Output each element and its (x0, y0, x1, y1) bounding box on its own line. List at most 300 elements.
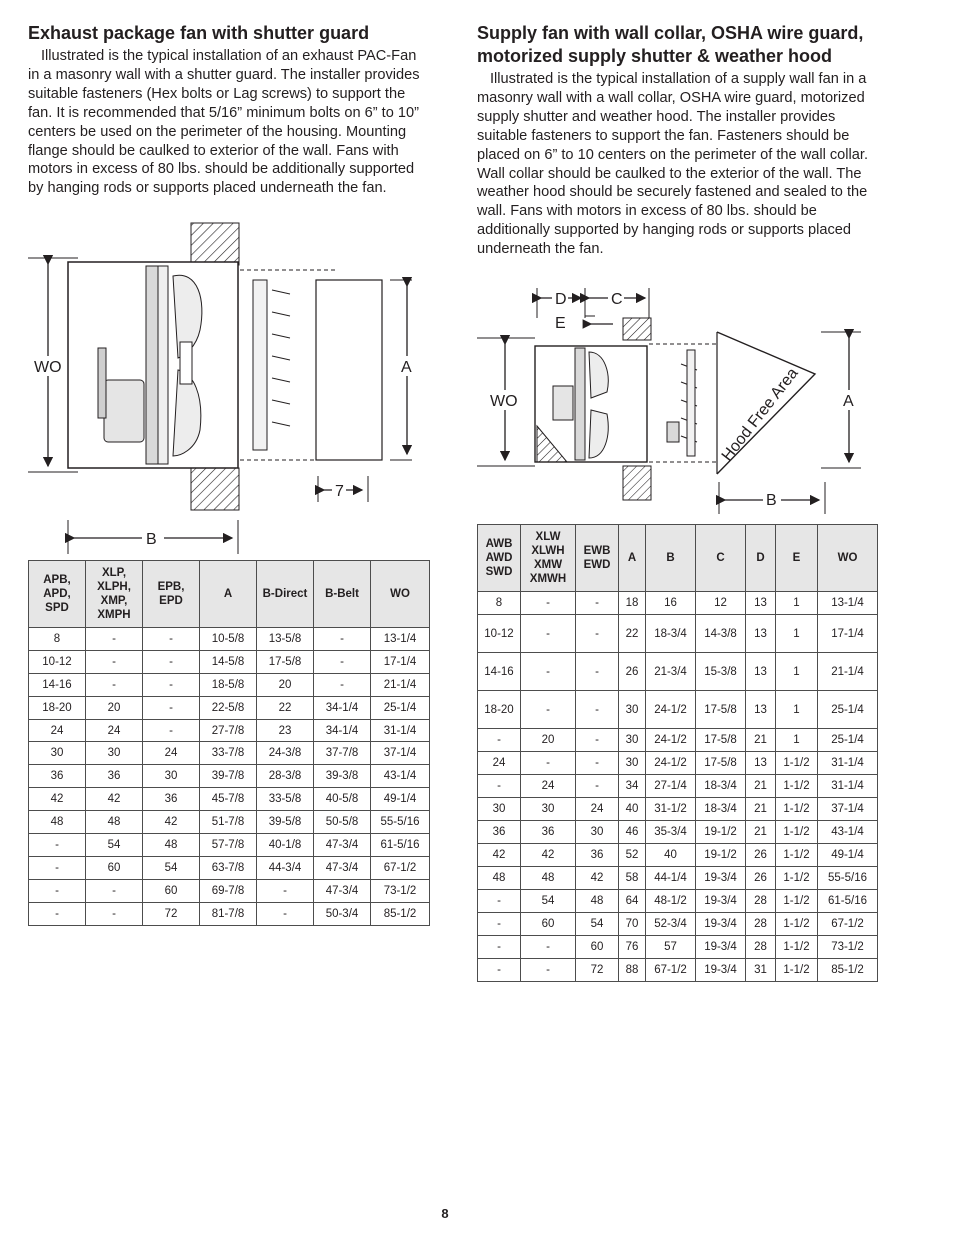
seven-label: 7 (335, 483, 344, 500)
table-cell: 60 (86, 856, 143, 879)
table-cell: 47-3/4 (314, 856, 371, 879)
table-cell: 33-5/8 (257, 788, 314, 811)
table-cell: - (521, 936, 576, 959)
table-cell: 55-5/16 (371, 811, 430, 834)
table-cell: 34-1/4 (314, 696, 371, 719)
table-cell: 14-5/8 (200, 650, 257, 673)
table-cell: 10-5/8 (200, 628, 257, 651)
table-row (29, 834, 430, 857)
table-cell: - (314, 673, 371, 696)
column-header: XLP, XLPH, XMP, XMPH (86, 561, 143, 628)
table-cell: 24 (86, 719, 143, 742)
table-cell: 1-1/2 (776, 844, 818, 867)
shutter-motor (667, 422, 679, 442)
column-header: WO (371, 561, 430, 628)
table-row (29, 742, 430, 765)
exhaust-description: Illustrated is the typical installation of an exhaust PAC-Fan in a masonry wall with a shutter guard. The installer provides suitable fasteners (Hex bolts or Lag screws) to support the fan. It is recommended that 5/16” minimum bolts on 6” to 10” centers be used on the perimeter of the housing. Mounting flange should be caulked to exterior of the wall. Fans with motors in excess of 80 lbs. should be additionally supported by hanging rods or supports placed underneath the fan. (28, 48, 420, 197)
table-cell: 13 (746, 752, 776, 775)
table-cell: 21-3/4 (646, 653, 696, 691)
table-cell: - (143, 719, 200, 742)
wall-lower (623, 466, 651, 500)
table-row (29, 902, 430, 925)
table-row (478, 821, 878, 844)
shutter-blades (272, 290, 290, 426)
table-cell: 21 (746, 729, 776, 752)
table-cell: 26 (619, 653, 646, 691)
table-cell: 17-5/8 (696, 729, 746, 752)
c-label: C (611, 291, 623, 308)
table-cell: 1-1/2 (776, 913, 818, 936)
exhaust-fan-diagram (28, 220, 438, 555)
table-cell: 37-7/8 (314, 742, 371, 765)
table-cell: 17-5/8 (257, 650, 314, 673)
exhaust-heading: Exhaust package fan with shutter guard (28, 23, 370, 43)
table-cell: 28 (746, 913, 776, 936)
table-cell: 14-3/8 (696, 615, 746, 653)
table-cell: 13 (746, 653, 776, 691)
table-cell: - (478, 936, 521, 959)
table-cell: 19-1/2 (696, 844, 746, 867)
table-cell: 51-7/8 (200, 811, 257, 834)
a-label: A (843, 393, 854, 410)
table-row (478, 867, 878, 890)
table-cell: 21 (746, 821, 776, 844)
table-cell: 31-1/2 (646, 798, 696, 821)
table-cell: - (478, 890, 521, 913)
column-header: A (619, 525, 646, 592)
table-cell: - (143, 628, 200, 651)
table-cell: 42 (478, 844, 521, 867)
table-cell: - (314, 650, 371, 673)
table-cell: - (86, 628, 143, 651)
table-cell: 39-3/8 (314, 765, 371, 788)
table-cell: 47-3/4 (314, 879, 371, 902)
wall-upper (623, 318, 651, 340)
table-cell: 81-7/8 (200, 902, 257, 925)
table-cell: 1-1/2 (776, 821, 818, 844)
table-cell: 30 (576, 821, 619, 844)
table-cell: 39-5/8 (257, 811, 314, 834)
table-cell: 72 (143, 902, 200, 925)
table-cell: 28 (746, 936, 776, 959)
table-cell: 8 (478, 592, 521, 615)
table-cell: 39-7/8 (200, 765, 257, 788)
table-cell: 26 (746, 844, 776, 867)
table-cell: 49-1/4 (818, 844, 878, 867)
table-cell: - (29, 902, 86, 925)
table-cell: 10-12 (29, 650, 86, 673)
table-cell: 24 (576, 798, 619, 821)
column-header: B (646, 525, 696, 592)
exhaust-dimension-table (28, 560, 430, 926)
table-cell: 46 (619, 821, 646, 844)
wall-lower (191, 468, 239, 510)
table-cell: - (86, 650, 143, 673)
table-cell: 16 (646, 592, 696, 615)
table-cell: 1-1/2 (776, 959, 818, 982)
table-cell: 42 (86, 788, 143, 811)
table-row (478, 592, 878, 615)
table-cell: 18-20 (29, 696, 86, 719)
table-cell: 13-5/8 (257, 628, 314, 651)
table-cell: - (86, 879, 143, 902)
table-cell: 35-3/4 (646, 821, 696, 844)
table-cell: 72 (576, 959, 619, 982)
table-cell: 40-1/8 (257, 834, 314, 857)
table-cell: 40 (619, 798, 646, 821)
column-header: B-Belt (314, 561, 371, 628)
table-cell: 18-3/4 (696, 775, 746, 798)
table-cell: 24 (29, 719, 86, 742)
table-cell: 45-7/8 (200, 788, 257, 811)
table-cell: 54 (86, 834, 143, 857)
table-header-row (29, 561, 430, 628)
table-cell: 24-1/2 (646, 752, 696, 775)
table-cell: 36 (576, 844, 619, 867)
table-cell: 73-1/2 (371, 879, 430, 902)
table-cell: - (257, 879, 314, 902)
table-cell: 19-3/4 (696, 913, 746, 936)
b-label: B (146, 531, 157, 548)
table-cell: 42 (521, 844, 576, 867)
table-cell: 14-16 (29, 673, 86, 696)
table-cell: 25-1/4 (818, 729, 878, 752)
table-cell: 19-3/4 (696, 867, 746, 890)
table-cell: 26 (746, 867, 776, 890)
table-cell: 14-16 (478, 653, 521, 691)
table-cell: 24-1/2 (646, 691, 696, 729)
supply-dimension-table (477, 524, 878, 982)
table-cell: 48 (521, 867, 576, 890)
table-row (29, 856, 430, 879)
table-cell: 15-3/8 (696, 653, 746, 691)
table-cell: 36 (86, 765, 143, 788)
a-label: A (401, 359, 412, 376)
table-cell: 55-5/16 (818, 867, 878, 890)
table-row (478, 959, 878, 982)
table-cell: 44-1/4 (646, 867, 696, 890)
column-header: D (746, 525, 776, 592)
table-cell: 1-1/2 (776, 752, 818, 775)
table-cell: 10-12 (478, 615, 521, 653)
table-cell: 30 (619, 752, 646, 775)
table-row (29, 879, 430, 902)
table-cell: 1-1/2 (776, 798, 818, 821)
table-cell: 85-1/2 (371, 902, 430, 925)
table-cell: - (576, 775, 619, 798)
table-cell: 20 (257, 673, 314, 696)
wall-upper (191, 223, 239, 265)
table-cell: 58 (619, 867, 646, 890)
table-cell: - (576, 729, 619, 752)
table-cell: 20 (86, 696, 143, 719)
table-cell: 21-1/4 (371, 673, 430, 696)
table-cell: 18-5/8 (200, 673, 257, 696)
table-cell: 24 (478, 752, 521, 775)
table-row (478, 653, 878, 691)
table-cell: 8 (29, 628, 86, 651)
table-cell: - (521, 691, 576, 729)
exhaust-section (28, 22, 430, 198)
table-cell: 48 (143, 834, 200, 857)
wo-label: WO (490, 393, 518, 410)
table-cell: 13 (746, 615, 776, 653)
table-cell: 30 (521, 798, 576, 821)
e-label: E (555, 315, 566, 332)
table-cell: - (576, 752, 619, 775)
column-header: APB, APD, SPD (29, 561, 86, 628)
table-cell: 85-1/2 (818, 959, 878, 982)
supply-section (477, 22, 879, 259)
table-cell: 50-5/8 (314, 811, 371, 834)
table-cell: 18-3/4 (696, 798, 746, 821)
table-cell: 27-7/8 (200, 719, 257, 742)
table-cell: 60 (521, 913, 576, 936)
hood-free-area-label: Hood Free Area (718, 364, 802, 465)
table-cell: 22 (257, 696, 314, 719)
motor (104, 380, 144, 442)
table-cell: 57-7/8 (200, 834, 257, 857)
table-cell: 31-1/4 (818, 752, 878, 775)
table-row (478, 890, 878, 913)
table-cell: - (478, 913, 521, 936)
column-header: A (200, 561, 257, 628)
table-cell: 30 (143, 765, 200, 788)
table-row (478, 844, 878, 867)
guard (316, 280, 382, 460)
table-cell: 17-5/8 (696, 691, 746, 729)
table-cell: 1-1/2 (776, 890, 818, 913)
d-label: D (555, 291, 567, 308)
table-cell: 61-5/16 (818, 890, 878, 913)
table-cell: 1 (776, 729, 818, 752)
table-cell: 19-1/2 (696, 821, 746, 844)
table-cell: 54 (576, 913, 619, 936)
table-cell: 36 (521, 821, 576, 844)
table-cell: 48-1/2 (646, 890, 696, 913)
table-cell: 36 (143, 788, 200, 811)
table-cell: - (257, 902, 314, 925)
table-cell: 40 (646, 844, 696, 867)
table-cell: 24 (521, 775, 576, 798)
table-cell: - (29, 879, 86, 902)
table-cell: 36 (29, 765, 86, 788)
table-cell: 43-1/4 (818, 821, 878, 844)
table-row (29, 696, 430, 719)
table-row (29, 650, 430, 673)
table-row (478, 729, 878, 752)
table-cell: - (576, 691, 619, 729)
table-cell: 48 (29, 811, 86, 834)
column-header: C (696, 525, 746, 592)
table-header-row (478, 525, 878, 592)
table-cell: - (143, 696, 200, 719)
table-cell: 31 (746, 959, 776, 982)
table-cell: 19-3/4 (696, 936, 746, 959)
table-cell: 49-1/4 (371, 788, 430, 811)
table-cell: 52-3/4 (646, 913, 696, 936)
table-cell: - (576, 615, 619, 653)
table-cell: 21 (746, 775, 776, 798)
column-header: EPB, EPD (143, 561, 200, 628)
table-row (478, 752, 878, 775)
table-cell: 76 (619, 936, 646, 959)
table-cell: 25-1/4 (818, 691, 878, 729)
table-cell: 60 (576, 936, 619, 959)
table-cell: 22 (619, 615, 646, 653)
wo-label: WO (34, 359, 62, 376)
table-cell: 23 (257, 719, 314, 742)
table-cell: - (29, 856, 86, 879)
table-cell: - (86, 673, 143, 696)
table-row (29, 765, 430, 788)
table-cell: 48 (86, 811, 143, 834)
table-cell: 69-7/8 (200, 879, 257, 902)
table-cell: - (521, 653, 576, 691)
table-cell: 37-1/4 (371, 742, 430, 765)
table-cell: 24-3/8 (257, 742, 314, 765)
table-row (29, 673, 430, 696)
table-cell: 13 (746, 691, 776, 729)
table-row (478, 913, 878, 936)
table-cell: - (521, 752, 576, 775)
table-cell: 24-1/2 (646, 729, 696, 752)
table-cell: 34 (619, 775, 646, 798)
table-cell: - (314, 628, 371, 651)
table-cell: 88 (619, 959, 646, 982)
table-cell: 13-1/4 (818, 592, 878, 615)
table-cell: 12 (696, 592, 746, 615)
table-cell: 13-1/4 (371, 628, 430, 651)
table-cell: - (478, 775, 521, 798)
table-cell: 50-3/4 (314, 902, 371, 925)
table-cell: 31-1/4 (818, 775, 878, 798)
table-cell: 40-5/8 (314, 788, 371, 811)
table-cell: 28 (746, 890, 776, 913)
table-cell: 60 (143, 879, 200, 902)
table-cell: 42 (576, 867, 619, 890)
page-number: 8 (441, 1206, 449, 1221)
table-row (478, 936, 878, 959)
table-cell: - (143, 673, 200, 696)
table-cell: 67-1/2 (646, 959, 696, 982)
table-cell: 1-1/2 (776, 936, 818, 959)
table-row (478, 775, 878, 798)
table-cell: 27-1/4 (646, 775, 696, 798)
table-row (29, 811, 430, 834)
supply-fan-diagram (477, 286, 877, 518)
table-cell: 18-20 (478, 691, 521, 729)
table-cell: 61-5/16 (371, 834, 430, 857)
table-cell: - (478, 959, 521, 982)
shutter-frame (253, 280, 267, 450)
table-cell: 42 (29, 788, 86, 811)
table-cell: 52 (619, 844, 646, 867)
table-row (29, 628, 430, 651)
table-cell: 54 (143, 856, 200, 879)
column-header: XLW XLWH XMW XMWH (521, 525, 576, 592)
table-cell: - (478, 729, 521, 752)
table-cell: 30 (86, 742, 143, 765)
table-cell: 70 (619, 913, 646, 936)
table-cell: 21-1/4 (818, 653, 878, 691)
table-cell: 36 (478, 821, 521, 844)
table-cell: 67-1/2 (818, 913, 878, 936)
column-header: AWB AWD SWD (478, 525, 521, 592)
table-cell: 20 (521, 729, 576, 752)
table-cell: 37-1/4 (818, 798, 878, 821)
table-cell: 1 (776, 615, 818, 653)
table-cell: 47-3/4 (314, 834, 371, 857)
table-row (478, 615, 878, 653)
supply-heading: Supply fan with wall collar, OSHA wire guard, motorized supply shutter & weather hood (477, 23, 864, 66)
table-cell: 73-1/2 (818, 936, 878, 959)
table-cell: 1-1/2 (776, 867, 818, 890)
table-cell: 67-1/2 (371, 856, 430, 879)
column-header: B-Direct (257, 561, 314, 628)
table-cell: - (521, 959, 576, 982)
table-cell: 22-5/8 (200, 696, 257, 719)
table-cell: 1 (776, 592, 818, 615)
table-cell: 18-3/4 (646, 615, 696, 653)
table-cell: 19-3/4 (696, 890, 746, 913)
table-cell: 57 (646, 936, 696, 959)
table-cell: - (576, 592, 619, 615)
table-cell: 64 (619, 890, 646, 913)
table-cell: 17-1/4 (371, 650, 430, 673)
table-cell: 33-7/8 (200, 742, 257, 765)
table-cell: - (86, 902, 143, 925)
column-header: WO (818, 525, 878, 592)
table-cell: 34-1/4 (314, 719, 371, 742)
table-cell: 30 (619, 729, 646, 752)
table-cell: - (29, 834, 86, 857)
b-label: B (766, 492, 777, 509)
table-cell: 43-1/4 (371, 765, 430, 788)
table-cell: 18 (619, 592, 646, 615)
table-cell: 30 (478, 798, 521, 821)
table-cell: 31-1/4 (371, 719, 430, 742)
table-cell: 1 (776, 653, 818, 691)
table-cell: 13 (746, 592, 776, 615)
table-row (29, 719, 430, 742)
table-row (478, 798, 878, 821)
table-cell: 44-3/4 (257, 856, 314, 879)
supply-description: Illustrated is the typical installation of a supply wall fan in a masonry wall with a wall collar, OSHA wire guard, motorized supply shutter and weather hood. The installer provides suitable fasteners to support the fan. Fasteners should be placed on 6” to 10 centers on the perimeter of the wall collar. Wall collar should be caulked to the exterior of the wall. The weather hood should be securely fastened and sealed to the wall. Fans with motors in excess of 80 lbs. should be additionally supported by hanging rods or supports placed underneath the fan. (477, 71, 869, 258)
table-row (478, 691, 878, 729)
table-cell: 54 (521, 890, 576, 913)
table-cell: - (576, 653, 619, 691)
column-header: EWB EWD (576, 525, 619, 592)
table-cell: 17-1/4 (818, 615, 878, 653)
table-cell: 17-5/8 (696, 752, 746, 775)
table-cell: 48 (478, 867, 521, 890)
table-cell: 48 (576, 890, 619, 913)
table-cell: 42 (143, 811, 200, 834)
table-cell: - (521, 592, 576, 615)
column-header: E (776, 525, 818, 592)
table-cell: 21 (746, 798, 776, 821)
table-row (29, 788, 430, 811)
table-cell: 28-3/8 (257, 765, 314, 788)
table-cell: - (521, 615, 576, 653)
table-cell: 24 (143, 742, 200, 765)
table-cell: 30 (619, 691, 646, 729)
table-cell: - (143, 650, 200, 673)
table-cell: 63-7/8 (200, 856, 257, 879)
table-cell: 1 (776, 691, 818, 729)
table-cell: 30 (29, 742, 86, 765)
